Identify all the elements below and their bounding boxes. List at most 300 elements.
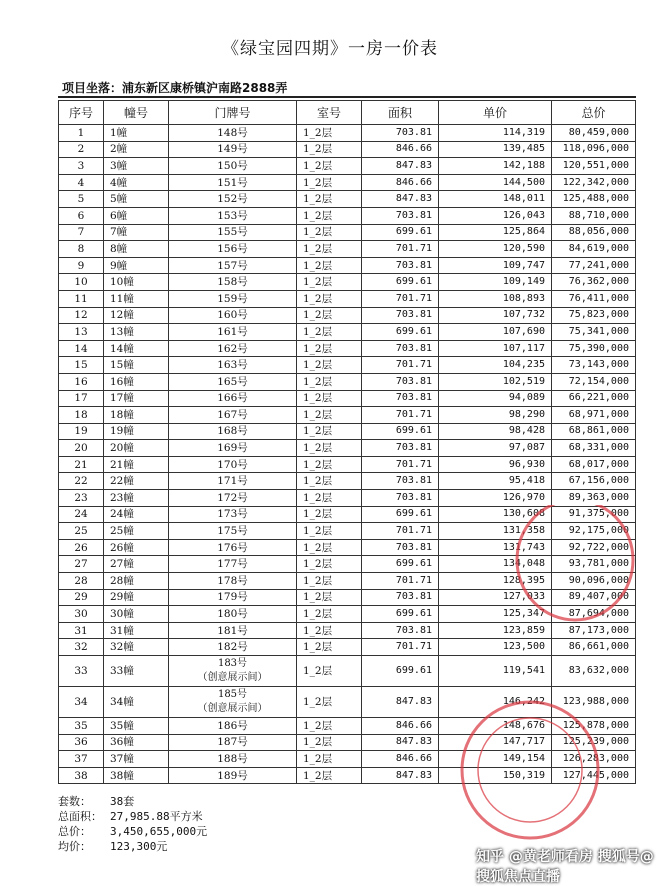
cell-no: 13 [59,324,104,341]
cell-no: 5 [59,191,104,208]
cell-unit-price: 131,358 [439,523,552,540]
cell-no: 32 [59,639,104,656]
cell-total-price: 87,173,000 [552,622,636,639]
cell-total-price: 86,661,000 [552,639,636,656]
cell-room: 1_2层 [297,340,362,357]
summary-block [58,794,207,854]
cell-total-price: 125,239,000 [552,734,636,751]
cell-total-price: 68,017,000 [552,456,636,473]
cell-building: 17幢 [104,390,169,407]
cell-area: 699.61 [362,324,439,341]
cell-area: 847.83 [362,767,439,784]
cell-total-price: 68,331,000 [552,440,636,457]
seal-lower-inner-ring [478,718,582,822]
cell-no: 31 [59,622,104,639]
cell-unit-price: 148,011 [439,191,552,208]
cell-total-price: 84,619,000 [552,241,636,258]
cell-unit-price: 134,048 [439,556,552,573]
cell-door: 172号 [169,490,297,507]
table-row [59,407,636,424]
cell-building: 32幢 [104,639,169,656]
table-row [59,174,636,191]
cell-building: 18幢 [104,407,169,424]
cell-room: 1_2层 [297,125,362,142]
cell-area: 703.81 [362,390,439,407]
cell-no: 26 [59,539,104,556]
cell-area: 701.71 [362,290,439,307]
cell-no: 22 [59,473,104,490]
cell-no: 33 [59,656,104,687]
cell-total-price: 125,488,000 [552,191,636,208]
cell-building: 7幢 [104,224,169,241]
cell-no: 21 [59,456,104,473]
cell-area: 846.66 [362,751,439,768]
cell-room: 1_2层 [297,639,362,656]
cell-door: 169号 [169,440,297,457]
col-header-area: 面积 [362,101,439,125]
cell-total-price: 77,241,000 [552,257,636,274]
cell-total-price: 67,156,000 [552,473,636,490]
cell-no: 15 [59,357,104,374]
cell-total-price: 118,096,000 [552,141,636,158]
cell-total-price: 123,988,000 [552,687,636,718]
cell-unit-price: 108,893 [439,290,552,307]
cell-door: 186号 [169,718,297,735]
cell-door: 165号 [169,373,297,390]
cell-room: 1_2层 [297,257,362,274]
cell-area: 701.71 [362,523,439,540]
seal-upper-ring [517,505,633,620]
cell-building: 8幢 [104,241,169,258]
cell-building: 13幢 [104,324,169,341]
cell-door: 175号 [169,523,297,540]
cell-building: 14幢 [104,340,169,357]
cell-unit-price: 120,590 [439,241,552,258]
cell-no: 7 [59,224,104,241]
cell-no: 1 [59,125,104,142]
table-row [59,274,636,291]
cell-door: 151号 [169,174,297,191]
cell-total-price: 80,459,000 [552,125,636,142]
cell-area: 846.66 [362,718,439,735]
cell-unit-price: 144,500 [439,174,552,191]
cell-total-price: 91,375,000 [552,506,636,523]
cell-building: 33幢 [104,656,169,687]
table-row [59,324,636,341]
cell-no: 2 [59,141,104,158]
cell-area: 703.81 [362,257,439,274]
cell-no: 11 [59,290,104,307]
col-header-unit-price: 单价 [439,101,552,125]
cell-area: 701.71 [362,573,439,590]
cell-no: 36 [59,734,104,751]
table-row [59,257,636,274]
cell-no: 29 [59,589,104,606]
cell-room: 1_2层 [297,324,362,341]
cell-unit-price: 127,033 [439,589,552,606]
cell-door: 149号 [169,141,297,158]
cell-no: 6 [59,207,104,224]
door-number: 185号 [217,689,248,700]
col-header-door: 门牌号 [169,101,297,125]
cell-door: 177号 [169,556,297,573]
cell-building: 24幢 [104,506,169,523]
cell-area: 703.81 [362,490,439,507]
cell-unit-price: 107,732 [439,307,552,324]
cell-door: 148号 [169,125,297,142]
door-number: 183号 [217,658,248,669]
cell-room: 1_2层 [297,523,362,540]
cell-total-price: 120,551,000 [552,158,636,175]
cell-room: 1_2层 [297,751,362,768]
cell-room: 1_2层 [297,373,362,390]
cell-area: 847.83 [362,158,439,175]
cell-unit-price: 131,743 [439,539,552,556]
cell-room: 1_2层 [297,423,362,440]
cell-area: 703.81 [362,589,439,606]
table-row [59,207,636,224]
cell-no: 17 [59,390,104,407]
cell-door: 173号 [169,506,297,523]
cell-unit-price: 148,676 [439,718,552,735]
cell-unit-price: 94,089 [439,390,552,407]
table-row [59,357,636,374]
cell-door: 161号 [169,324,297,341]
cell-building: 11幢 [104,290,169,307]
cell-area: 703.81 [362,440,439,457]
cell-building: 2幢 [104,141,169,158]
cell-total-price: 72,154,000 [552,373,636,390]
cell-unit-price: 109,747 [439,257,552,274]
cell-total-price: 92,722,000 [552,539,636,556]
cell-no: 27 [59,556,104,573]
cell-building: 21幢 [104,456,169,473]
cell-door: 163号 [169,357,297,374]
watermark: 知乎 @黄老师看房 搜狐号@搜狐焦点直播 [476,849,654,885]
cell-unit-price: 126,970 [439,490,552,507]
cell-no: 30 [59,606,104,623]
cell-unit-price: 149,154 [439,751,552,768]
cell-no: 23 [59,490,104,507]
door-note: （创意展示间） [197,703,268,714]
cell-unit-price: 107,690 [439,324,552,341]
cell-total-price: 126,283,000 [552,751,636,768]
cell-building: 20幢 [104,440,169,457]
table-row [59,224,636,241]
subtitle-rule [58,96,636,98]
summary-label: 总面积： [58,810,102,823]
cell-building: 3幢 [104,158,169,175]
cell-room: 1_2层 [297,174,362,191]
cell-door: 162号 [169,340,297,357]
cell-door: 178号 [169,573,297,590]
cell-door: 157号 [169,257,297,274]
cell-door [169,687,297,718]
cell-total-price: 75,341,000 [552,324,636,341]
cell-unit-price: 96,930 [439,456,552,473]
table-row [59,490,636,507]
cell-room: 1_2层 [297,241,362,258]
cell-building: 28幢 [104,573,169,590]
cell-door: 155号 [169,224,297,241]
cell-unit-price: 125,864 [439,224,552,241]
cell-area: 701.71 [362,241,439,258]
cell-building: 19幢 [104,423,169,440]
cell-room: 1_2层 [297,734,362,751]
cell-area: 703.81 [362,125,439,142]
cell-total-price: 68,861,000 [552,423,636,440]
cell-area: 699.61 [362,274,439,291]
cell-no: 14 [59,340,104,357]
cell-area: 703.81 [362,307,439,324]
cell-total-price: 89,363,000 [552,490,636,507]
cell-area: 701.71 [362,639,439,656]
cell-no: 38 [59,767,104,784]
cell-building: 37幢 [104,751,169,768]
cell-no: 8 [59,241,104,258]
cell-no: 3 [59,158,104,175]
table-row [59,307,636,324]
cell-room: 1_2层 [297,158,362,175]
table-row [59,125,636,142]
cell-unit-price: 150,319 [439,767,552,784]
cell-area: 703.81 [362,473,439,490]
cell-area: 701.71 [362,456,439,473]
cell-unit-price: 109,149 [439,274,552,291]
cell-room: 1_2层 [297,290,362,307]
cell-building: 35幢 [104,718,169,735]
cell-unit-price: 114,319 [439,125,552,142]
cell-area: 703.81 [362,622,439,639]
table-row [59,141,636,158]
cell-area: 699.61 [362,556,439,573]
cell-unit-price: 146,242 [439,687,552,718]
summary-value: 27,985.88平方米 [110,810,203,823]
cell-building: 15幢 [104,357,169,374]
cell-total-price: 122,342,000 [552,174,636,191]
table-row [59,456,636,473]
cell-door: 188号 [169,751,297,768]
cell-no: 25 [59,523,104,540]
summary-label: 均价： [58,840,91,853]
cell-total-price: 127,445,000 [552,767,636,784]
summary-label: 套数： [58,795,91,808]
summary-value: 3,450,655,000元 [110,825,208,838]
cell-building: 4幢 [104,174,169,191]
cell-room: 1_2层 [297,606,362,623]
cell-total-price: 76,362,000 [552,274,636,291]
cell-room: 1_2层 [297,274,362,291]
cell-unit-price: 123,859 [439,622,552,639]
summary-total-area [58,809,207,824]
cell-area: 703.81 [362,207,439,224]
cell-building: 34幢 [104,687,169,718]
cell-door: 159号 [169,290,297,307]
cell-unit-price: 95,418 [439,473,552,490]
cell-unit-price: 104,235 [439,357,552,374]
cell-room: 1_2层 [297,573,362,590]
table-header-row [59,101,636,125]
cell-no: 12 [59,307,104,324]
cell-unit-price: 142,188 [439,158,552,175]
cell-total-price: 73,143,000 [552,357,636,374]
cell-building: 25幢 [104,523,169,540]
cell-door: 150号 [169,158,297,175]
cell-no: 20 [59,440,104,457]
cell-total-price: 68,971,000 [552,407,636,424]
cell-unit-price: 97,087 [439,440,552,457]
cell-room: 1_2层 [297,622,362,639]
cell-building: 5幢 [104,191,169,208]
summary-total-price [58,824,207,839]
cell-area: 699.61 [362,656,439,687]
table-row [59,373,636,390]
cell-door: 158号 [169,274,297,291]
cell-total-price: 66,221,000 [552,390,636,407]
cell-unit-price: 128,395 [439,573,552,590]
table-row [59,158,636,175]
cell-no: 34 [59,687,104,718]
cell-door: 167号 [169,407,297,424]
cell-area: 699.61 [362,224,439,241]
company-seal-stamp [455,505,635,845]
cell-building: 31幢 [104,622,169,639]
cell-door: 160号 [169,307,297,324]
cell-room: 1_2层 [297,718,362,735]
cell-room: 1_2层 [297,456,362,473]
cell-area: 846.66 [362,141,439,158]
project-location: 项目坐落：浦东新区康桥镇沪南路2888弄 [62,81,288,95]
seal-lower-ring [462,702,598,838]
cell-door: 166号 [169,390,297,407]
cell-room: 1_2层 [297,556,362,573]
cell-building: 22幢 [104,473,169,490]
cell-unit-price: 125,347 [439,606,552,623]
col-header-no: 序号 [59,101,104,125]
cell-room: 1_2层 [297,307,362,324]
cell-no: 19 [59,423,104,440]
cell-total-price: 93,781,000 [552,556,636,573]
cell-area: 699.61 [362,506,439,523]
door-note: （创意展示间） [197,672,268,683]
cell-building: 9幢 [104,257,169,274]
cell-unit-price: 126,043 [439,207,552,224]
cell-no: 37 [59,751,104,768]
cell-building: 16幢 [104,373,169,390]
summary-count [58,794,207,809]
cell-door: 152号 [169,191,297,208]
summary-average-price [58,839,207,854]
cell-unit-price: 107,117 [439,340,552,357]
cell-total-price: 88,056,000 [552,224,636,241]
cell-unit-price: 98,290 [439,407,552,424]
cell-room: 1_2层 [297,473,362,490]
cell-no: 10 [59,274,104,291]
table-row [59,423,636,440]
cell-no: 9 [59,257,104,274]
cell-area: 703.81 [362,539,439,556]
cell-room: 1_2层 [297,141,362,158]
seal-bottom [462,702,598,838]
cell-room: 1_2层 [297,767,362,784]
cell-total-price: 87,694,000 [552,606,636,623]
col-header-building: 幢号 [104,101,169,125]
cell-room: 1_2层 [297,224,362,241]
cell-area: 846.66 [362,174,439,191]
cell-area: 701.71 [362,357,439,374]
cell-door: 179号 [169,589,297,606]
table-row [59,191,636,208]
cell-unit-price: 147,717 [439,734,552,751]
cell-building: 1幢 [104,125,169,142]
cell-room: 1_2层 [297,589,362,606]
cell-total-price: 92,175,000 [552,523,636,540]
cell-door: 176号 [169,539,297,556]
summary-value: 38套 [110,795,135,808]
summary-label: 总价： [58,825,91,838]
cell-total-price: 83,632,000 [552,656,636,687]
cell-area: 699.61 [362,423,439,440]
cell-no: 35 [59,718,104,735]
cell-door: 189号 [169,767,297,784]
cell-total-price: 89,407,000 [552,589,636,606]
cell-room: 1_2层 [297,687,362,718]
cell-door: 170号 [169,456,297,473]
summary-value: 123,300元 [110,840,168,853]
cell-room: 1_2层 [297,390,362,407]
cell-building: 12幢 [104,307,169,324]
cell-area: 847.83 [362,687,439,718]
cell-building: 36幢 [104,734,169,751]
cell-area: 703.81 [362,373,439,390]
cell-door: 156号 [169,241,297,258]
document-title: 《绿宝园四期》一房一价表 [222,39,438,59]
cell-area: 701.71 [362,407,439,424]
cell-unit-price: 139,485 [439,141,552,158]
cell-unit-price: 98,428 [439,423,552,440]
table-row [59,290,636,307]
cell-door: 171号 [169,473,297,490]
table-row [59,390,636,407]
cell-room: 1_2层 [297,440,362,457]
col-header-room: 室号 [297,101,362,125]
table-row [59,440,636,457]
cell-building: 10幢 [104,274,169,291]
cell-building: 30幢 [104,606,169,623]
cell-unit-price: 130,608 [439,506,552,523]
cell-area: 847.83 [362,734,439,751]
cell-room: 1_2层 [297,490,362,507]
table-row [59,473,636,490]
cell-building: 38幢 [104,767,169,784]
cell-building: 29幢 [104,589,169,606]
cell-no: 18 [59,407,104,424]
col-header-total-price: 总价 [552,101,636,125]
cell-door: 182号 [169,639,297,656]
cell-door: 168号 [169,423,297,440]
cell-total-price: 88,710,000 [552,207,636,224]
cell-door: 153号 [169,207,297,224]
cell-room: 1_2层 [297,357,362,374]
cell-room: 1_2层 [297,407,362,424]
table-row [59,241,636,258]
cell-total-price: 90,096,000 [552,573,636,590]
cell-room: 1_2层 [297,656,362,687]
cell-room: 1_2层 [297,539,362,556]
cell-building: 6幢 [104,207,169,224]
cell-room: 1_2层 [297,191,362,208]
seal-top [517,505,633,620]
